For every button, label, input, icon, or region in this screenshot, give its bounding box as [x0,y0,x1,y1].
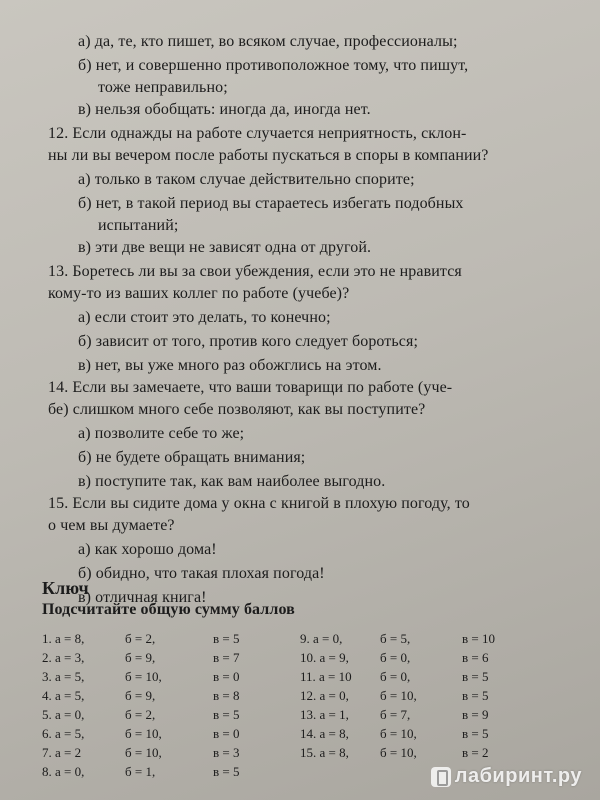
key-right-row-7-a: 15. а = 8, [300,745,349,760]
key-left-row-4-b: б = 9, [125,688,156,703]
prev-option-a: а) да, те, кто пишет, во всяком случае, профессионалы; [78,33,458,50]
q14-option-a: а) позволите себе то же; [78,425,245,442]
key-left-row-7-b: б = 10, [125,745,162,760]
q12-option-a: а) только в таком случае действительно спорите; [78,171,415,188]
key-left-row-4-c: в = 8 [213,688,240,703]
key-right-row-7-b: б = 10, [380,745,417,760]
q12-line1: 12. Если однажды на работе случается неприятность, склон- [48,125,467,142]
q13-line1: 13. Боретесь ли вы за свои убеждения, если это не нравится [48,263,462,280]
key-right-row-4-c: в = 5 [462,688,489,703]
key-right-row-2-b: б = 0, [380,650,411,665]
key-right-row-4-b: б = 10, [380,688,417,703]
key-left-row-6-c: в = 0 [213,726,240,741]
q13-option-c: в) нет, вы уже много раз обожглись на этом. [78,357,382,374]
key-left-row-1-c: в = 5 [213,631,240,646]
key-right-row-1-c: в = 10 [462,631,495,646]
key-right-row-3-a: 11. а = 10 [300,669,352,684]
key-right-row-3-c: в = 5 [462,669,489,684]
labirint-logo-icon [431,767,451,787]
q15-option-b: б) обидно, что такая плохая погода! [78,565,325,582]
key-right-row-6-a: 14. а = 8, [300,726,349,741]
q15-option-c: в) отличная книга! [78,589,207,606]
key-right-row-1-a: 9. а = 0, [300,631,343,646]
prev-option-b-cont: тоже неправильно; [98,79,228,96]
key-subtitle: Подсчитайте общую сумму баллов [42,601,295,618]
key-right-row-7-c: в = 2 [462,745,489,760]
q15-line1: 15. Если вы сидите дома у окна с книгой в плохую погоду, то [48,495,470,512]
key-left-row-5-b: б = 2, [125,707,156,722]
key-right-row-6-b: б = 10, [380,726,417,741]
key-left-row-8-c: в = 5 [213,764,240,779]
prev-option-c: в) нельзя обобщать: иногда да, иногда нет. [78,101,371,118]
key-left-row-7-c: в = 3 [213,745,240,760]
q14-option-c: в) поступите так, как вам наиболее выгодно. [78,473,386,490]
key-left-row-7-a: 7. а = 2 [42,745,82,760]
q13-line2: кому-то из ваших коллег по работе (учебе)? [48,285,350,302]
key-right-row-1-b: б = 5, [380,631,411,646]
key-left-row-3-a: 3. а = 5, [42,669,85,684]
key-right-row-5-b: б = 7, [380,707,411,722]
key-left-row-5-a: 5. а = 0, [42,707,85,722]
key-left-row-2-a: 2. а = 3, [42,650,85,665]
key-left-row-2-c: в = 7 [213,650,240,665]
key-left-row-8-b: б = 1, [125,764,156,779]
q13-option-a: а) если стоит это делать, то конечно; [78,309,331,326]
key-right-row-3-b: б = 0, [380,669,411,684]
q12-line2: ны ли вы вечером после работы пускаться в споры в компании? [48,147,489,164]
q15-option-a: а) как хорошо дома! [78,541,217,558]
q14-line1: 14. Если вы замечаете, что ваши товарищи по работе (уче- [48,379,453,396]
key-left-row-2-b: б = 9, [125,650,156,665]
q14-option-b: б) не будете обращать внимания; [78,449,306,466]
q12-option-b: б) нет, в такой период вы стараетесь избегать подобных [78,195,464,212]
q12-option-b-cont: испытаний; [98,217,179,234]
q15-line2: о чем вы думаете? [48,517,175,534]
key-left-row-4-a: 4. а = 5, [42,688,85,703]
key-right-row-2-c: в = 6 [462,650,489,665]
key-left-row-1-b: б = 2, [125,631,156,646]
key-left-row-6-b: б = 10, [125,726,162,741]
key-left-row-6-a: 6. а = 5, [42,726,85,741]
key-right-row-2-a: 10. а = 9, [300,650,349,665]
prev-option-b: б) нет, и совершенно противоположное тому, что пишут, [78,57,469,74]
key-title: Ключ [42,578,89,598]
key-left-row-3-c: в = 0 [213,669,240,684]
q14-line2: бе) слишком много себе позволяют, как вы поступите? [48,401,426,418]
key-left-row-3-b: б = 10, [125,669,162,684]
key-right-row-6-c: в = 5 [462,726,489,741]
watermark-text: лабиринт.ру [454,765,582,787]
q12-option-c: в) эти две вещи не зависят одна от другой. [78,239,372,256]
key-right-row-5-c: в = 9 [462,707,489,722]
key-right-row-5-a: 13. а = 1, [300,707,349,722]
watermark [431,765,582,788]
key-left-row-1-a: 1. а = 8, [42,631,85,646]
key-left-row-5-c: в = 5 [213,707,240,722]
q13-option-b: б) зависит от того, против кого следует бороться; [78,333,419,350]
key-right-row-4-a: 12. а = 0, [300,688,349,703]
key-left-row-8-a: 8. а = 0, [42,764,85,779]
